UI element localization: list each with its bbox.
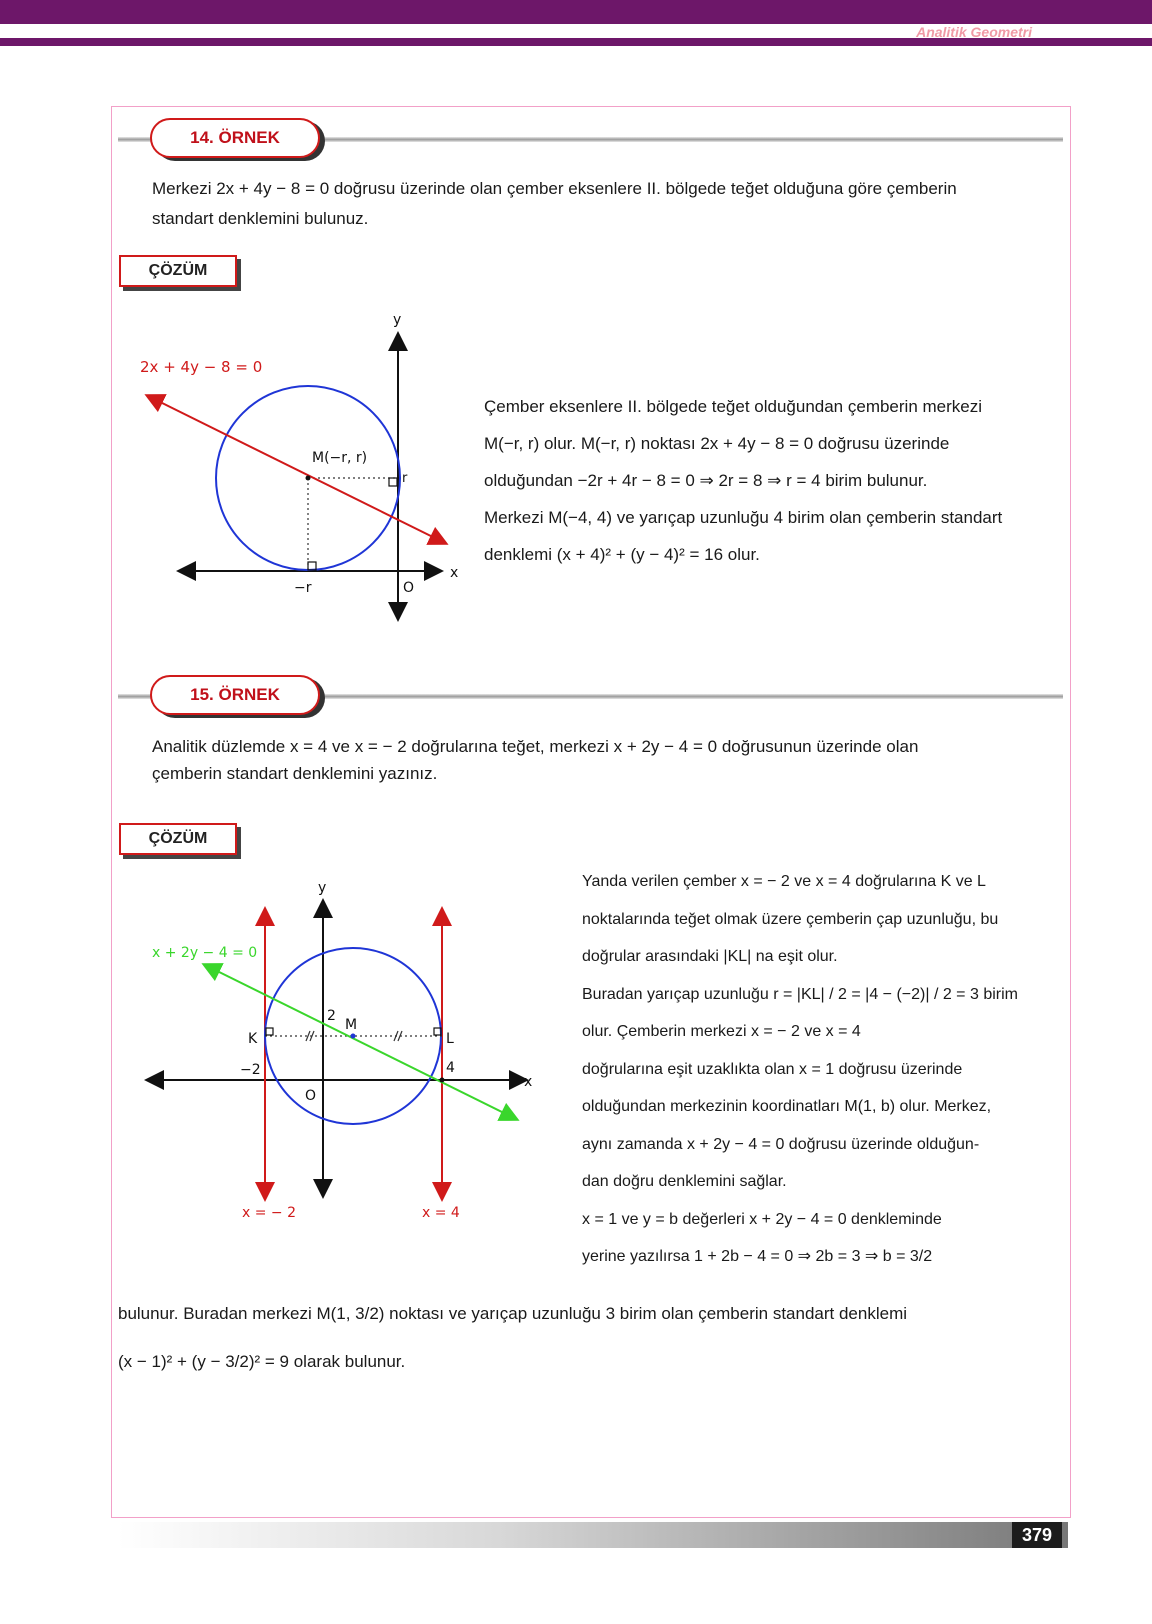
tick-mark	[394, 1031, 398, 1041]
example-15-question	[152, 733, 1052, 787]
line-label: 2x + 4y − 8 = 0	[140, 358, 263, 376]
solution-line: Merkezi M(−4, 4) ve yarıçap uzunluğu 4 birim olan çemberin standart	[484, 508, 1003, 527]
example-14-solution-label: ÇÖZÜM	[119, 255, 237, 287]
tangent-point	[440, 1078, 445, 1083]
m-label: M	[345, 1017, 358, 1033]
example-15-figure	[140, 880, 550, 1225]
page-number: 379	[1012, 1522, 1062, 1548]
k-label: K	[248, 1031, 258, 1047]
solution-line: x = 1 ve y = b değerleri x + 2y − 4 = 0 denkleminde	[582, 1210, 942, 1228]
x-axis-label: x	[524, 1074, 533, 1090]
center-point	[351, 1034, 356, 1039]
example-15-solution	[582, 863, 1062, 1276]
example-15-solution-label: ÇÖZÜM	[119, 823, 237, 855]
center-label: M(−r, r)	[312, 450, 368, 466]
example-14-label: 14. ÖRNEK	[150, 118, 320, 158]
solution-line: yerine yazılırsa 1 + 2b − 4 = 0 ⇒ 2b = 3 ⇒ b = 3/2	[582, 1248, 933, 1265]
l-label: L	[446, 1031, 454, 1047]
solution-line: olduğundan −2r + 4r − 8 = 0 ⇒ 2r = 8 ⇒ r = 4 birim bulunur.	[484, 471, 928, 490]
question-line: standart denklemini bulunuz.	[152, 209, 369, 228]
solution-line: denklemi (x + 4)² + (y − 4)² = 16 olur.	[484, 545, 760, 564]
solution-line: dan doğru denklemini sağlar.	[582, 1173, 787, 1190]
example-14-question	[152, 174, 1052, 234]
origin-label: O	[403, 580, 415, 596]
example-14-figure	[140, 310, 480, 630]
solution-line: Buradan yarıçap uzunluğu r = |KL| / 2 = |4 − (−2)| / 2 = 3 birim	[582, 985, 1018, 1003]
left-line-label: x = − 2	[242, 1205, 297, 1221]
right-angle-mark	[389, 478, 397, 486]
footer-bar	[118, 1522, 1068, 1548]
solution-line: aynı zamanda x + 2y − 4 = 0 doğrusu üzerinde olduğun-	[582, 1135, 980, 1153]
four-label: 4	[446, 1060, 455, 1076]
solution-line: Çember eksenlere II. bölgede teğet olduğundan çemberin merkezi	[484, 397, 983, 416]
top-banner	[0, 0, 1152, 24]
question-line: Analitik düzlemde x = 4 ve x = − 2 doğrularına teğet, merkezi x + 2y − 4 = 0 doğrusunun üzerinde olan	[152, 737, 919, 756]
y-axis-label: y	[393, 312, 402, 328]
solution-line: olur. Çemberin merkezi x = − 2 ve x = 4	[582, 1023, 861, 1040]
question-line: Merkezi 2x + 4y − 8 = 0 doğrusu üzerinde olan çember eksenlere II. bölgede teğet olduğuna göre çemberin	[152, 179, 957, 198]
x-axis-label: x	[450, 565, 459, 581]
solution-line: doğrular arasındaki |KL| na eşit olur.	[582, 948, 838, 965]
y-axis-label: y	[318, 880, 327, 896]
section-title: Analitik Geometri	[916, 24, 1032, 40]
minus-two-label: −2	[240, 1062, 261, 1078]
question-line: çemberin standart denklemini yazınız.	[152, 764, 438, 783]
center-point	[306, 476, 311, 481]
radius-label: r	[402, 471, 408, 486]
conclusion-line: bulunur. Buradan merkezi M(1, 3/2) noktası ve yarıçap uzunluğu 3 birim olan çemberin standart denklemi	[118, 1304, 908, 1323]
example-15-conclusion	[118, 1290, 1063, 1386]
two-label: 2	[327, 1008, 336, 1024]
solution-line: olduğundan merkezinin koordinatları M(1, b) olur. Merkez,	[582, 1098, 992, 1115]
example-14-solution	[484, 388, 1064, 573]
tangent-point-label: −r	[294, 580, 312, 596]
right-line-label: x = 4	[422, 1205, 460, 1221]
line-label: x + 2y − 4 = 0	[152, 945, 258, 961]
right-angle-mark	[266, 1028, 273, 1035]
example-15-label: 15. ÖRNEK	[150, 675, 320, 715]
conclusion-line: (x − 1)² + (y − 3/2)² = 9 olarak bulunur.	[118, 1352, 406, 1371]
solution-line: Yanda verilen çember x = − 2 ve x = 4 doğrularına K ve L	[582, 873, 986, 890]
origin-label: O	[305, 1088, 317, 1104]
solution-line: doğrularına eşit uzaklıkta olan x = 1 doğrusu üzerinde	[582, 1060, 963, 1078]
solution-line: noktalarında teğet olmak üzere çemberin çap uzunluğu, bu	[582, 910, 999, 928]
solution-line: M(−r, r) olur. M(−r, r) noktası 2x + 4y − 8 = 0 doğrusu üzerinde	[484, 434, 950, 453]
